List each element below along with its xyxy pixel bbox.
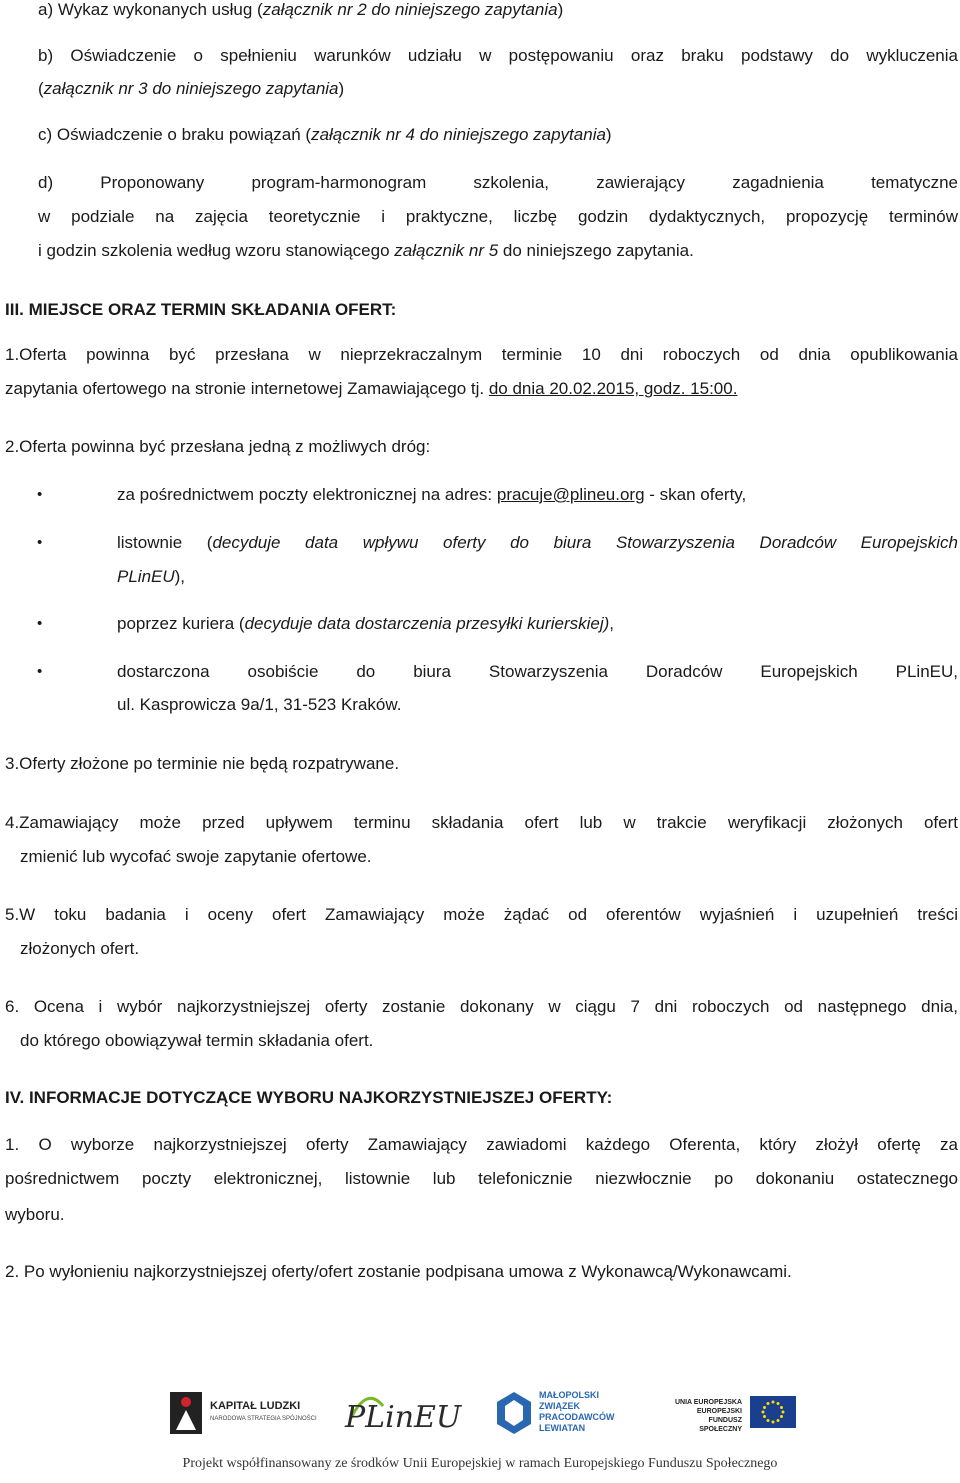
lewiatan-shield-icon — [495, 1390, 533, 1436]
list-item-b-line2: (załącznik nr 3 do niniejszego zapytania) — [38, 79, 345, 98]
section-4-heading: IV. INFORMACJE DOTYCZĄCE WYBORU NAJKORZYSTNIEJSZEJ OFERTY: — [5, 1088, 613, 1107]
section-4-p1-line2: pośrednictwem poczty elektronicznej, listownie lub telefonicznie niezwłocznie po dokonaniu ostatecznego — [5, 1169, 958, 1188]
kapital-ludzki-emblem-icon — [168, 1390, 204, 1436]
section-3-p5-line2: złożonych ofert. — [20, 939, 140, 958]
eu-efs-logo: UNIA EUROPEJSKA EUROPEJSKI FUNDUSZ SPOŁECZNY — [672, 1388, 802, 1438]
list-item-b-line1: b) Oświadczenie o spełnieniu warunków udziału w postępowaniu oraz braku podstawy do wykluczenia — [38, 46, 958, 65]
list-item-d-line3: i godzin szkolenia według wzoru stanowiącego załącznik nr 5 do niniejszego zapytania. — [38, 241, 694, 260]
kapital-ludzki-logo: KAPITAŁ LUDZKI NARODOWA STRATEGIA SPÓJNOŚCI — [168, 1388, 318, 1438]
bullet-icon: • — [37, 486, 43, 503]
footer-logos — [0, 1388, 960, 1438]
list-item-d-line2: w podziale na zajęcia teoretycznie i praktyczne, liczbę godzin dydaktycznych, propozycję terminów — [38, 207, 958, 226]
list-item-d-line1: d) Proponowany program-harmonogram szkolenia, zawierający zagadnienia tematyczne — [38, 173, 958, 192]
funding-note: Projekt współfinansowany ze środków Unii Europejskiej w ramach Europejskiego Funduszu Społecznego — [182, 1456, 778, 1471]
bullet-icon: • — [37, 615, 43, 632]
section-4-p1-line1: 1. O wyborze najkorzystniejszej oferty Zamawiający zawiadomi każdego Oferenta, który złożył ofertę za — [5, 1135, 958, 1154]
section-3-p1-line1: 1.Oferta powinna być przesłana w nieprzekraczalnym terminie 10 dni roboczych od dnia opublikowania — [5, 345, 958, 364]
bullet-mail-line1: listownie (decyduje data wpływu oferty do biura Stowarzyszenia Doradców Europejskich — [117, 533, 958, 552]
bullet-personal-line1: dostarczona osobiście do biura Stowarzyszenia Doradców Europejskich PLinEU, — [117, 662, 958, 681]
plineu-logo: PLinEU — [345, 1388, 460, 1438]
eu-flag-icon — [750, 1396, 796, 1428]
bullet-personal-line2: ul. Kasprowicza 9a/1, 31-523 Kraków. — [117, 695, 402, 714]
section-3-p1-line2: zapytania ofertowego na stronie internetowej Zamawiającego tj. do dnia 20.02.2015, godz. 15:00. — [5, 379, 738, 398]
section-3-p3: 3.Oferty złożone po terminie nie będą rozpatrywane. — [5, 754, 400, 773]
section-3-p6-line1: 6. Ocena i wybór najkorzystniejszej oferty zostanie dokonany w ciągu 7 dni roboczych od następnego dnia, — [5, 997, 958, 1016]
bullet-courier: poprzez kuriera (decyduje data dostarczenia przesyłki kurierskiej), — [117, 614, 615, 633]
lewiatan-logo: MAŁOPOLSKI ZWIĄZEK PRACODAWCÓW LEWIATAN — [495, 1388, 625, 1438]
section-3-heading: III. MIEJSCE ORAZ TERMIN SKŁADANIA OFERT: — [5, 300, 397, 319]
deadline-date: do dnia 20.02.2015, godz. 15:00. — [488, 379, 738, 398]
section-3-p2: 2.Oferta powinna być przesłana jedną z możliwych dróg: — [5, 437, 431, 456]
list-item-a: a) Wykaz wykonanych usług (załącznik nr 2 do niniejszego zapytania) — [38, 0, 564, 19]
bullet-icon: • — [37, 663, 43, 680]
bullet-icon: • — [37, 534, 43, 551]
list-item-c: c) Oświadczenie o braku powiązań (załącznik nr 4 do niniejszego zapytania) — [38, 125, 612, 144]
bullet-email: za pośrednictwem poczty elektronicznej na adres: pracuje@plineu.org - skan oferty, — [117, 485, 747, 504]
section-4-p2: 2. Po wyłonieniu najkorzystniejszej oferty/ofert zostanie podpisana umowa z Wykonawcą/Wykonawcami. — [5, 1262, 792, 1281]
section-4-p1-line3: wyboru. — [5, 1205, 65, 1224]
email-link[interactable]: pracuje@plineu.org — [496, 485, 645, 504]
section-3-p4-line2: zmienić lub wycofać swoje zapytanie ofertowe. — [20, 847, 372, 866]
bullet-mail-line2: PLinEU), — [117, 567, 186, 586]
section-3-p4-line1: 4.Zamawiający może przed upływem terminu składania ofert lub w trakcie weryfikacji złożonych ofert — [5, 813, 958, 832]
section-3-p5-line1: 5.W toku badania i oceny ofert Zamawiający może żądać od oferentów wyjaśnień i uzupełnień treści — [5, 905, 958, 924]
section-3-p6-line2: do którego obowiązywał termin składania ofert. — [20, 1031, 374, 1050]
